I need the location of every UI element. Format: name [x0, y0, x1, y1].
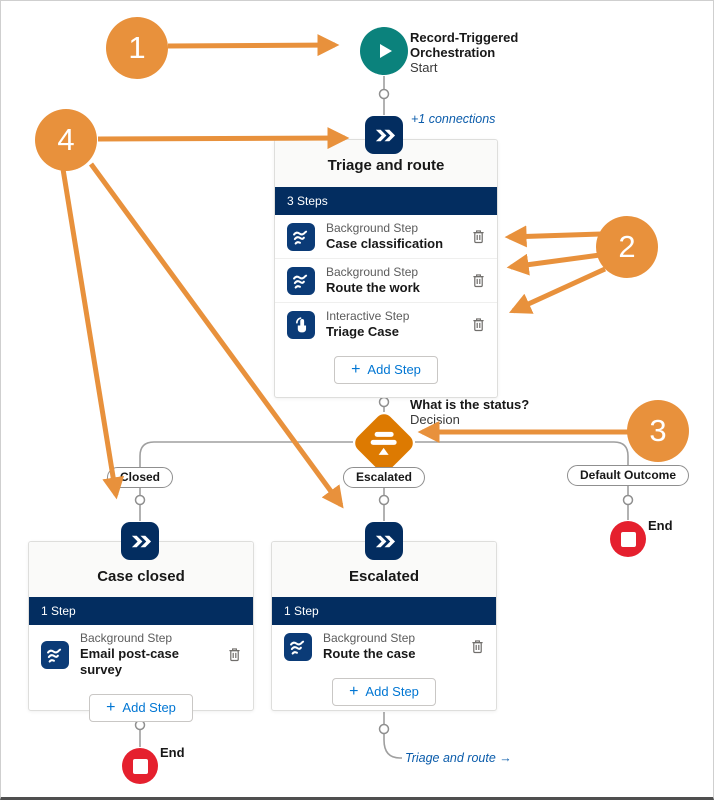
interactive-step-icon: [287, 311, 315, 339]
decision-label: [410, 397, 529, 427]
end-node-default-outcome[interactable]: [610, 521, 646, 557]
delete-step-button[interactable]: [472, 317, 485, 332]
delete-step-button[interactable]: [472, 229, 485, 244]
step-type-label: Interactive Step: [326, 309, 410, 323]
stage-card-triage-and-route: [274, 139, 498, 398]
callout-4: 4: [35, 109, 97, 171]
step-type-label: Background Step: [326, 221, 419, 235]
delete-step-button[interactable]: [472, 273, 485, 288]
step-name-label: Case classification: [326, 236, 444, 251]
play-icon: [372, 39, 396, 63]
callout-3: 3: [627, 400, 689, 462]
plus-icon: +: [351, 361, 361, 378]
stage-title: Triage and route: [275, 140, 497, 187]
outcome-pill-default-outcome[interactable]: Default Outcome: [567, 465, 689, 486]
end-label: End: [160, 745, 185, 760]
end-node-case-closed[interactable]: [122, 748, 158, 784]
double-chevron-icon: [373, 124, 396, 147]
end-label: End: [648, 518, 673, 533]
step-type-label: Background Step: [80, 631, 173, 645]
trash-icon: [228, 647, 241, 662]
add-step-label: Add Step: [367, 362, 421, 377]
stage-card-escalated: [271, 541, 497, 711]
goto-triage-and-route-link[interactable]: Triage and route →: [405, 751, 512, 765]
add-step-label: Add Step: [122, 700, 176, 715]
stage-node-triage-and-route[interactable]: [365, 116, 403, 154]
step-row-triage-case[interactable]: [275, 302, 497, 346]
double-chevron-icon: [373, 530, 396, 553]
delete-step-button[interactable]: [228, 647, 241, 662]
start-node[interactable]: [360, 27, 408, 75]
steps-count-header: 1 Step: [29, 597, 253, 625]
background-step-icon: [284, 633, 312, 661]
plus-icon: +: [106, 699, 116, 716]
trash-icon: [472, 273, 485, 288]
stage-node-case-closed[interactable]: [121, 522, 159, 560]
step-row-route-the-case[interactable]: [272, 625, 496, 668]
add-step-label: Add Step: [365, 684, 419, 699]
start-node-label: [410, 30, 518, 75]
step-row-case-classification[interactable]: [275, 215, 497, 258]
stage-title: Escalated: [272, 542, 496, 597]
start-title-line2: Orchestration: [410, 45, 496, 60]
steps-count-header: 1 Step: [272, 597, 496, 625]
add-step-button[interactable]: [334, 356, 438, 384]
double-chevron-icon: [129, 530, 152, 553]
step-type-label: Background Step: [323, 631, 416, 645]
stage-node-escalated[interactable]: [365, 522, 403, 560]
background-step-icon: [41, 641, 69, 669]
background-step-icon: [287, 223, 315, 251]
trash-icon: [472, 317, 485, 332]
step-row-email-post-case-survey[interactable]: [29, 625, 253, 684]
stage-title: Case closed: [29, 542, 253, 597]
start-subtitle: Start: [410, 60, 438, 75]
decision-icon: [371, 432, 397, 455]
decision-title: What is the status?: [410, 397, 530, 412]
step-name-label: Route the case: [323, 646, 416, 661]
step-name-label: Email post-case survey: [80, 646, 179, 677]
delete-step-button[interactable]: [471, 639, 484, 654]
outcome-pill-escalated[interactable]: Escalated: [343, 467, 425, 488]
background-step-icon: [287, 267, 315, 295]
stop-square-icon: [621, 532, 636, 547]
callout-1: 1: [106, 17, 168, 79]
stop-square-icon: [133, 759, 148, 774]
steps-count-header: 3 Steps: [275, 187, 497, 215]
plus-icon: +: [349, 683, 359, 700]
add-step-button[interactable]: [332, 678, 436, 706]
step-name-label: Route the work: [326, 280, 420, 295]
trash-icon: [472, 229, 485, 244]
step-row-route-the-work[interactable]: [275, 258, 497, 302]
decision-subtitle: Decision: [410, 412, 460, 427]
trash-icon: [471, 639, 484, 654]
callout-2: 2: [596, 216, 658, 278]
step-type-label: Background Step: [326, 265, 419, 279]
step-name-label: Triage Case: [326, 324, 399, 339]
stage-card-case-closed: [28, 541, 254, 716]
outcome-pill-closed[interactable]: Closed: [107, 467, 173, 488]
add-step-button[interactable]: [89, 694, 193, 722]
start-title-line1: Record-Triggered: [410, 30, 519, 45]
connections-link[interactable]: +1 connections: [411, 112, 496, 126]
